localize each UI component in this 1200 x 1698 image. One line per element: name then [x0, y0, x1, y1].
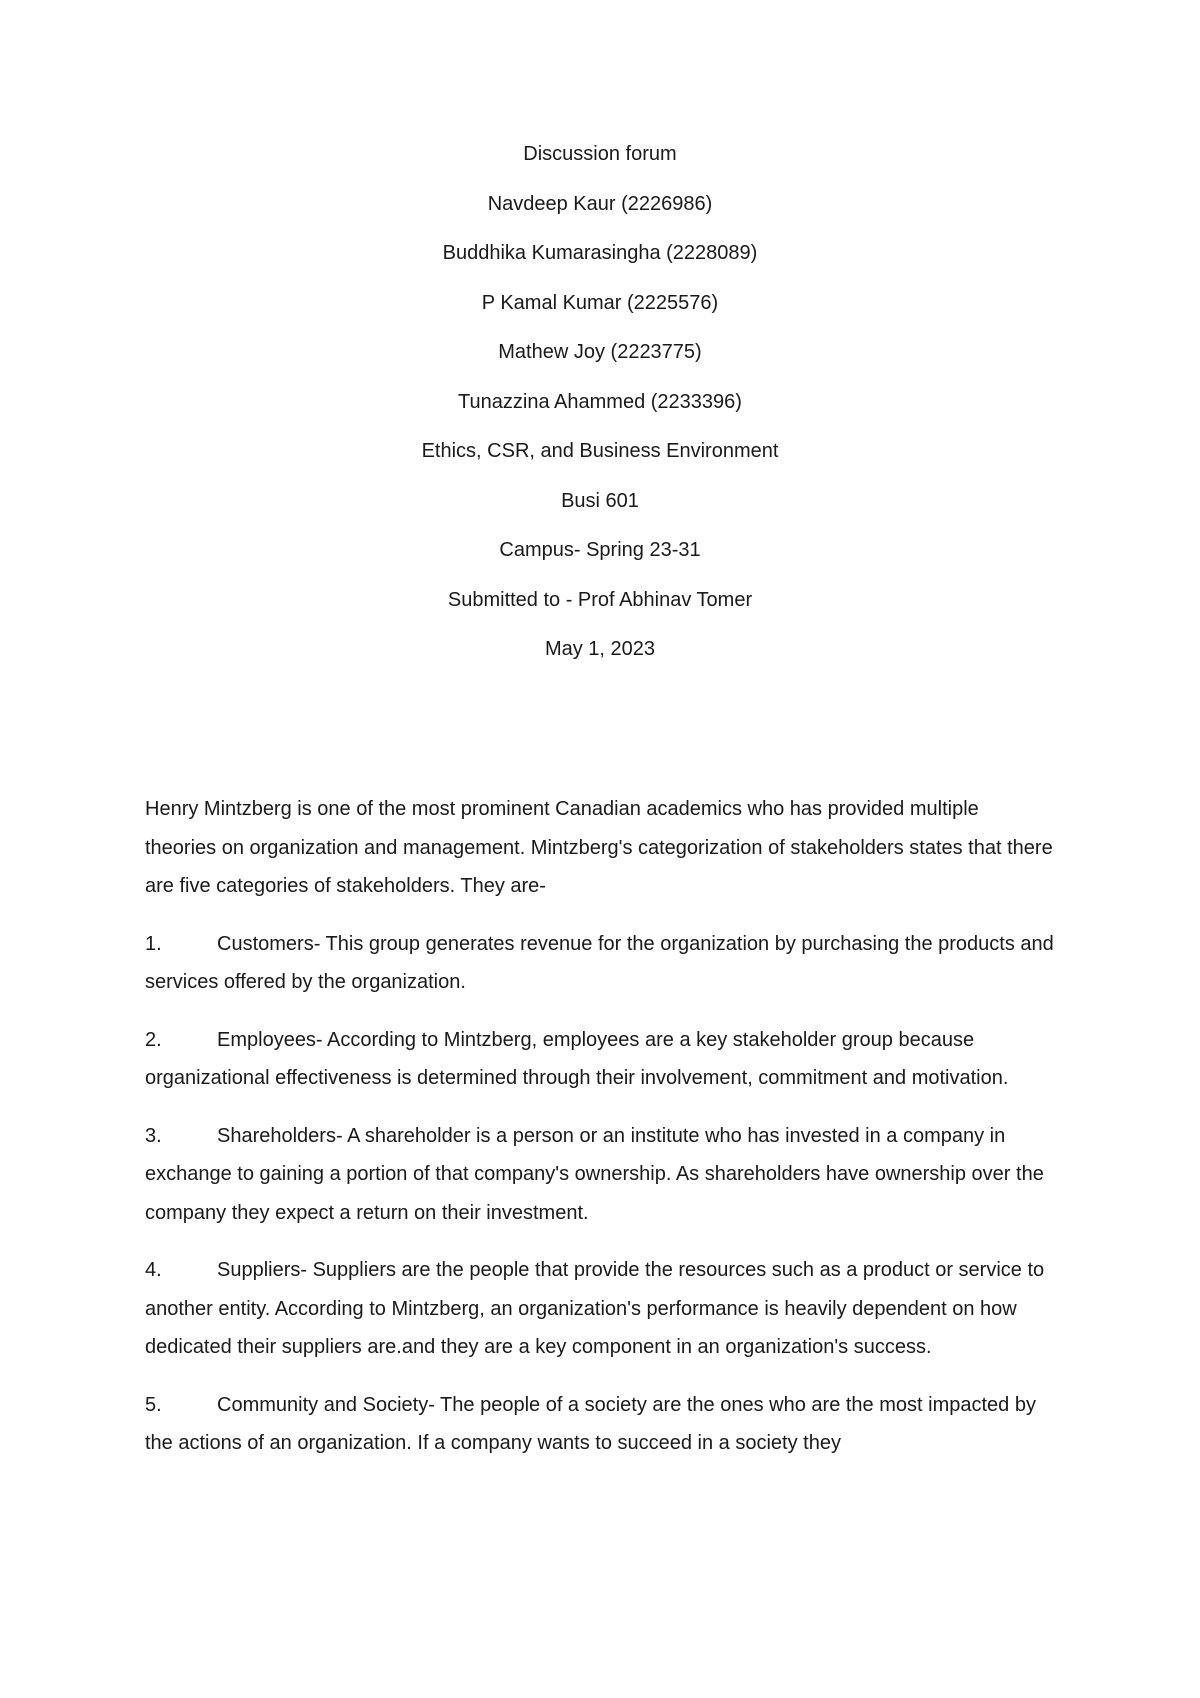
list-text: Shareholders- A shareholder is a person or an institute who has invested in a company in exchange to gaining a portion of that company's ownership. As shareholders have ownership over the company they expect a return on their investment. [145, 1124, 1044, 1224]
submission-date: May 1, 2023 [544, 638, 656, 660]
list-item [145, 1386, 1055, 1463]
list-text: Community and Society- The people of a society are the ones who are the most impacted by the actions of an organization. If a company wants to succeed in a society they [145, 1393, 1036, 1454]
body-text [145, 790, 1055, 1482]
author-line: Buddhika Kumarasingha (2228089) [442, 242, 758, 264]
author-line: Tunazzina Ahammed (2233396) [458, 390, 742, 413]
intro-paragraph: Henry Mintzberg is one of the most prominent Canadian academics who has provided multiple theories on organization and management. Mintzberg's categorization of stakeholders states that there are five categories of stakeholders. They are- [145, 798, 1053, 897]
course-title: Ethics, CSR, and Business Environment [421, 440, 779, 462]
author-line: Navdeep Kaur (2226986) [487, 192, 713, 215]
author-line: Mathew Joy (2223775) [498, 341, 702, 363]
title-block [0, 143, 1200, 688]
list-item [145, 1117, 1055, 1233]
author-line: P Kamal Kumar (2225576) [481, 291, 719, 314]
list-item [145, 1021, 1055, 1098]
course-code: Busi 601 [561, 489, 639, 512]
document-title: Discussion forum [523, 143, 677, 165]
list-text: Suppliers- Suppliers are the people that provide the resources such as a product or service to another entity. According to Mintzberg, an organization's performance is heavily dependent on how dedicated their suppliers are.and they are a key component in an organization's success. [145, 1259, 1045, 1358]
list-item [145, 925, 1055, 1002]
list-number: 2. [145, 1028, 162, 1051]
list-text: Customers- This group generates revenue for the organization by purchasing the products and services offered by the organization. [145, 932, 1054, 993]
list-number: 1. [145, 932, 162, 955]
submitted-to: Submitted to - Prof Abhinav Tomer [447, 588, 753, 611]
list-number: 4. [145, 1259, 162, 1281]
list-number: 5. [145, 1393, 162, 1416]
list-item [145, 1251, 1055, 1367]
campus-term: Campus- Spring 23-31 [499, 539, 701, 561]
list-number: 3. [145, 1124, 162, 1147]
list-text: Employees- According to Mintzberg, employees are a key stakeholder group because organizational effectiveness is determined through their involvement, commitment and motivation. [145, 1028, 1009, 1089]
